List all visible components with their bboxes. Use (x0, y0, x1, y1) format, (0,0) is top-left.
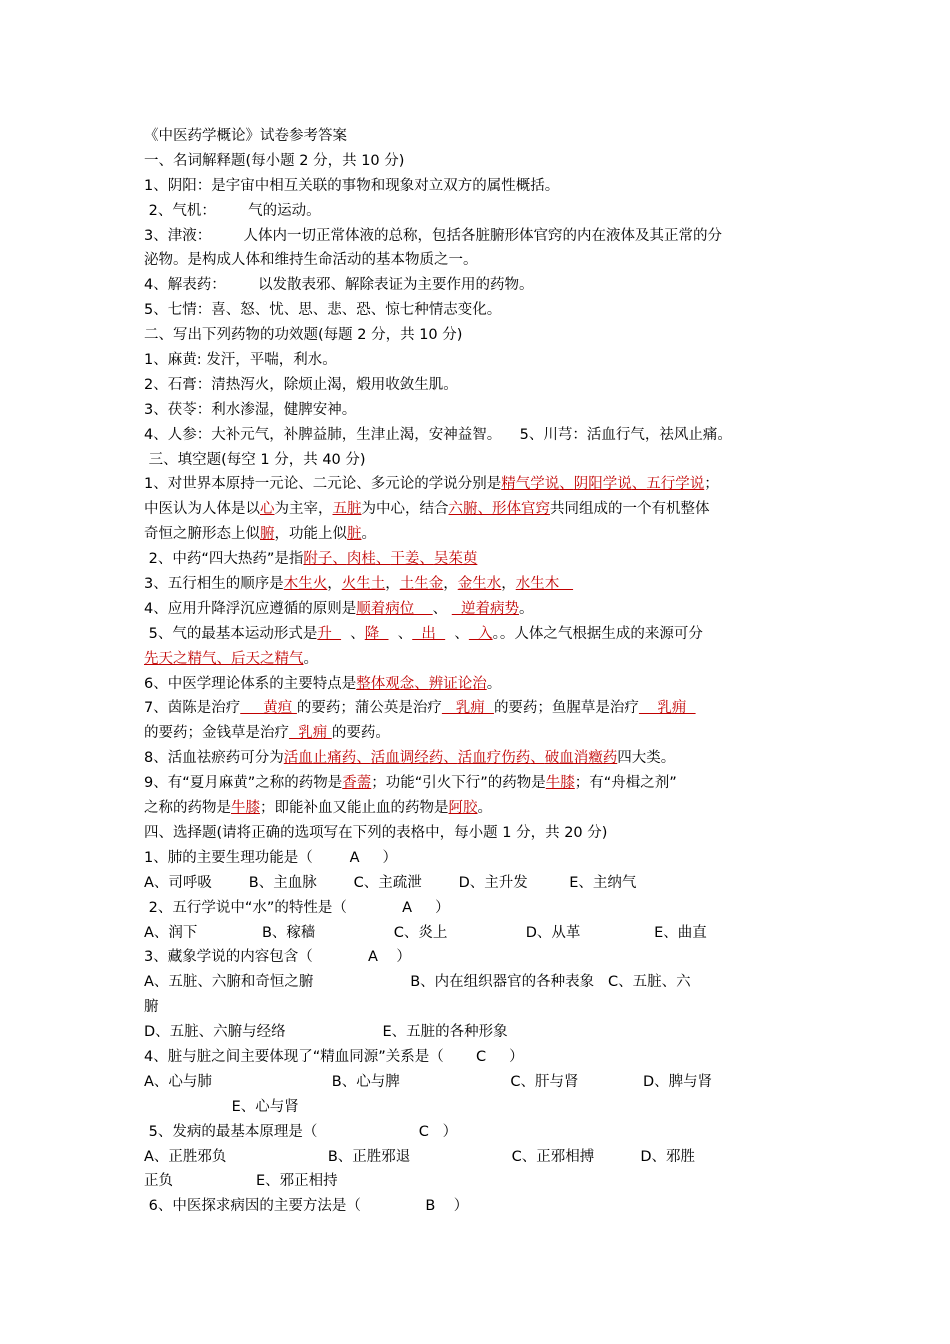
answer: 阿胶 (448, 800, 478, 817)
fill-question-1-line-3 (144, 522, 814, 547)
answer-separator: 、 (332, 551, 347, 568)
question-text: 。 (477, 800, 492, 817)
answer: 乳痈 (289, 725, 332, 742)
fill-question-1-line-1 (144, 472, 814, 497)
answer: 腑 (260, 526, 275, 543)
answer-separator: 、 (631, 476, 647, 493)
fill-question-6 (144, 672, 814, 697)
choice-line: 正负 E、邪正相持 (144, 1173, 338, 1190)
question-text: 7、茵陈是治疗 (144, 700, 241, 717)
choice-line: A、润下 B、稼穑 C、炎上 D、从革 E、曲直 (144, 924, 707, 941)
answer: 乳痈 (638, 700, 696, 717)
fill-question-7-line-1 (144, 696, 814, 721)
section-4-heading: 四、选择题(请将正确的选项写在下列的表格中，每小题 1 分，共 20 分) (144, 824, 608, 841)
section-2-item: 4、人参：大补元气，补脾益肺，生津止渴，安神益智。 5、川芎：活血行气，祛风止痛。 (144, 426, 732, 443)
choice-line: A、正胜邪负 B、正胜邪退 C、正邪相搏 D、邪胜 (144, 1148, 696, 1165)
answer: 活血疗伤药 (457, 750, 531, 767)
choice-line: 5、发病的最基本原理是（ C ） (144, 1123, 458, 1140)
answer-separator: 、 (443, 750, 458, 767)
answer: 木生火 (283, 576, 328, 593)
choice-line: 6、中医探求病因的主要方法是（ B ） (144, 1198, 469, 1215)
choice-line: A、司呼吸 B、主血脉 C、主疏泄 D、主升发 E、主纳气 (144, 874, 637, 891)
question-text: ，功能上似 (274, 526, 347, 543)
section-1-item: 1、阴阳：是宇宙中相互关联的事物和现象对立双方的属性概括。 (144, 177, 560, 194)
fill-question-4 (144, 597, 814, 622)
question-text: 奇恒之腑形态上似 (144, 526, 260, 543)
answer-separator: 、 (414, 675, 429, 692)
question-text: 中医认为人体是以 (144, 501, 260, 518)
question-text: ； (704, 476, 719, 493)
answer: 肉桂 (346, 551, 376, 568)
choice-line: 2、五行学说中“水”的特性是（ A ） (144, 899, 450, 916)
answer: 牛膝 (545, 775, 575, 792)
question-text: 6、中医学理论体系的主要特点是 (144, 675, 357, 692)
answer: 五行学说 (646, 476, 705, 493)
answer: 入 (468, 625, 493, 642)
question-text: 2、中药“四大热药”是指 (144, 551, 304, 568)
question-text: ；即能补血又能止血的药物是 (260, 800, 449, 817)
answer-separator: 、 (216, 650, 231, 667)
question-text: 的要药。 (331, 725, 390, 742)
answer: 土生金 (399, 576, 444, 593)
fill-question-2 (144, 547, 814, 572)
choice-line: D、五脏、六腑与经络 E、五脏的各种形象 (144, 1024, 508, 1041)
answer: 先天之精气 (144, 650, 217, 667)
answer: 升 (317, 625, 342, 642)
answer: 活血止痛药 (283, 750, 357, 767)
answer: 五脏 (332, 501, 362, 518)
document-title: 《中医药学概论》试卷参考答案 (144, 128, 347, 144)
fill-question-8 (144, 746, 814, 771)
section-2-item: 2、石膏：清热泻火，除烦止渴，煅用收敛生肌。 (144, 376, 458, 393)
section-3-heading: 三、填空题(每空 1 分，共 40 分) (144, 451, 366, 468)
answer: 后天之精气 (231, 650, 304, 667)
question-text: 的要药；蒲公英是治疗 (296, 700, 442, 717)
question-text: 四大类。 (617, 750, 676, 767)
choice-line: 3、藏象学说的内容包含（ A ） (144, 949, 411, 966)
question-text: 。 (486, 675, 502, 692)
answer: 逆着病势 (451, 600, 519, 617)
question-text: 为中心，结合 (361, 501, 449, 518)
answer: 整体观念 (356, 675, 415, 692)
question-text: 、 (445, 625, 469, 642)
question-text: 、 (341, 625, 365, 642)
choice-line: 腑 (144, 999, 159, 1016)
question-text: ；有“舟楫之剂” (574, 775, 677, 792)
question-text: ；功能“引火下行”的药物是 (371, 775, 546, 792)
question-text: 为主宰， (274, 501, 333, 518)
answer: 形体官窍 (492, 501, 550, 518)
answer: 香薷 (342, 775, 372, 792)
question-text: 共同组成的一个有机整体 (550, 501, 710, 518)
answer: 阴阳学说 (573, 476, 632, 493)
question-text: 的要药；金钱草是治疗 (144, 725, 289, 742)
answer-separator: 、 (477, 501, 492, 518)
question-text: 3、五行相生的顺序是 (144, 576, 284, 593)
answer: 乳痈 (441, 700, 494, 717)
question-text: 。。人体之气根据生成的来源可分 (492, 625, 703, 642)
section-1-item: 泌物。是构成人体和维持生命活动的基本物质之一。 (144, 252, 478, 269)
choice-line: 4、脏与脏之间主要体现了“精血同源”关系是（ C ） (144, 1048, 524, 1065)
question-text: 9、有“夏月麻黄”之称的药物是 (144, 775, 343, 792)
answer: 辨证论治 (428, 675, 487, 692)
answer-separator: 、 (419, 551, 434, 568)
question-text: 之称的药物是 (144, 800, 231, 817)
question-text: ， (443, 576, 458, 593)
question-text: 。 (303, 650, 318, 667)
answer: 干姜 (390, 551, 420, 568)
choice-line: E、心与肾 (144, 1098, 299, 1115)
section-2-heading: 二、写出下列药物的功效题(每题 2 分，共 10 分) (144, 327, 463, 344)
answer: 六腑 (448, 501, 478, 518)
fill-question-9-line-1 (144, 771, 814, 796)
question-text: 、 (388, 625, 413, 642)
question-text: 、 (432, 600, 452, 617)
answer: 顺着病位 (356, 600, 433, 617)
answer-separator: 、 (356, 750, 371, 767)
section-1-item: 5、七情：喜、怒、忧、思、悲、恐、惊七种情志变化。 (144, 302, 502, 319)
choice-line: A、五脏、六腑和奇恒之腑 B、内在组织器官的各种表象 C、五脏、六 (144, 974, 691, 991)
section-1-heading: 一、名词解释题(每小题 2 分，共 10 分) (144, 152, 405, 169)
question-text: 1、对世界本原持一元论、二元论、多元论的学说分别是 (144, 476, 502, 493)
answer: 黄疸 (240, 700, 297, 717)
section-1-item: 3、津液： 人体内一切正常体液的总称，包括各脏腑形体官窍的内在液体及其正常的分 (144, 227, 722, 244)
answer: 牛膝 (231, 800, 260, 817)
section-2-item: 1、麻黄: 发汗，平喘，利水。 (144, 352, 337, 369)
question-text: ， (385, 576, 400, 593)
answer: 金生水 (457, 576, 502, 593)
answer-separator: 、 (375, 551, 391, 568)
question-text: ， (327, 576, 342, 593)
answer: 火生土 (341, 576, 386, 593)
answer: 破血消癥药 (544, 750, 618, 767)
answer: 活血调经药 (370, 750, 444, 767)
question-text: 5、气的最基本运动形式是 (144, 625, 318, 642)
question-text: 8、活血祛瘀药可分为 (144, 750, 284, 767)
answer: 附子 (303, 551, 333, 568)
question-text: 。 (519, 600, 534, 617)
answer: 降 (364, 625, 389, 642)
answer-separator: 、 (559, 476, 574, 493)
choice-line: 1、肺的主要生理功能是（ A ） (144, 849, 398, 866)
fill-question-9-line-2 (144, 796, 814, 821)
question-text: 的要药；鱼腥草是治疗 (493, 700, 639, 717)
section-1-item: 4、解表药： 以发散表邪、解除表证为主要作用的药物。 (144, 277, 534, 294)
fill-question-3 (144, 572, 814, 597)
answer: 心 (260, 501, 275, 518)
answer: 精气学说 (501, 476, 560, 493)
answer: 吴茱萸 (433, 551, 478, 568)
section-1-item: 2、气机： 气的运动。 (144, 202, 321, 219)
fill-question-1-line-2 (144, 497, 814, 522)
question-text: ， (501, 576, 516, 593)
choice-line: A、心与肺 B、心与脾 C、肝与肾 D、脾与肾 (144, 1073, 713, 1090)
fill-question-5-line-1 (144, 622, 814, 647)
answer: 出 (412, 625, 446, 642)
fill-question-7-line-2 (144, 721, 814, 746)
question-text: 。 (361, 526, 376, 543)
answer: 水生木 (515, 576, 574, 593)
fill-question-5-line-2 (144, 647, 814, 672)
question-text: 4、应用升降浮沉应遵循的原则是 (144, 600, 357, 617)
section-2-item: 3、茯苓：利水渗湿，健脾安神。 (144, 401, 357, 418)
answer: 脏 (347, 526, 362, 543)
document-page (144, 124, 814, 1219)
answer-separator: 、 (530, 750, 545, 767)
